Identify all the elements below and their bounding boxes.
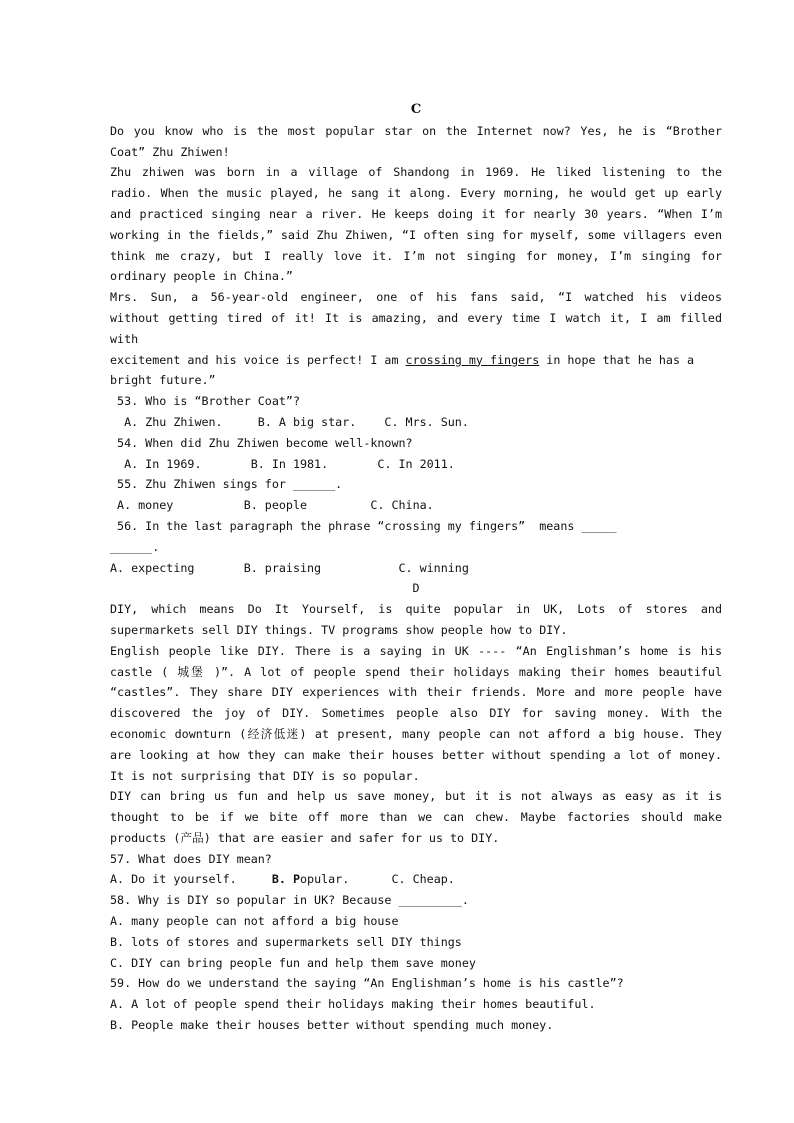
question-58: 58. Why is DIY so popular in UK? Because _________.: [110, 893, 469, 908]
question-56-continued: ______.: [110, 539, 160, 554]
option-b-rest: opular. C. Cheap.: [300, 872, 455, 887]
section-c-para2-line: radio. When the music played, he sang it along. Every morning, he would get up early: [110, 186, 722, 201]
section-c-para1-line: Do you know who is the most popular star on the Internet now? Yes, he is “Brother: [110, 123, 722, 138]
question-55: 55. Zhu Zhiwen sings for ______.: [110, 477, 343, 492]
document-page: [110, 100, 722, 1036]
section-d-para2-line: It is not surprising that DIY is so popular.: [110, 768, 420, 783]
question-56-options: A. expecting B. praising C. winning: [110, 560, 469, 575]
question-53-options: A. Zhu Zhiwen. B. A big star. C. Mrs. Sun.: [110, 414, 469, 429]
question-56: 56. In the last paragraph the phrase “crossing my fingers” means _____: [110, 518, 617, 533]
section-d-para3-line: products (产品) that are easier and safer for us to DIY.: [110, 830, 500, 845]
question-58-option-b: B. lots of stores and supermarkets sell DIY things: [110, 934, 462, 949]
section-d-para2-line: “castles”. They share DIY experiences with their friends. More and more people have: [110, 685, 722, 700]
question-54-options: A. In 1969. B. In 1981. C. In 2011.: [110, 456, 455, 471]
question-53: 53. Who is “Brother Coat”?: [110, 394, 300, 409]
para3-text-before: excitement and his voice is perfect! I am: [110, 352, 406, 367]
section-d-para2-line: discovered the joy of DIY. Sometimes people also DIY for saving money. With the: [110, 706, 722, 721]
section-c-para2-line: working in the fields,” said Zhu Zhiwen, “I often sing for myself, some villagers even: [110, 227, 722, 242]
section-c-para3-line: without getting tired of it! It is amazing, and every time I watch it, I am filled with: [110, 310, 722, 346]
section-c-title: C: [410, 102, 422, 117]
section-c-para2-line: Zhu zhiwen was born in a village of Shandong in 1969. He liked listening to the: [110, 165, 722, 180]
question-57: 57. What does DIY mean?: [110, 851, 272, 866]
section-d-para3-line: DIY can bring us fun and help us save money, but it is not always as easy as it is: [110, 789, 722, 804]
question-59-option-b: B. People make their houses better without spending much money.: [110, 1018, 554, 1033]
section-c-para2-line: and practiced singing near a river. He keeps doing it for nearly 30 years. “When I’m: [110, 206, 722, 221]
section-d-para2-line: economic downturn (经济低迷) at present, many people can not afford a big house. They: [110, 726, 722, 741]
option-b-bold: B. P: [271, 872, 300, 887]
section-d-para2-line: castle ( 城堡 )”. A lot of people spend their holidays making their homes beautiful: [110, 664, 722, 679]
section-c-para3-line: [110, 350, 722, 371]
section-c-para1-line: Coat” Zhu Zhiwen!: [110, 144, 230, 159]
section-c-para2-line: ordinary people in China.”: [110, 269, 293, 284]
section-d-para1-line: DIY, which means Do It Yourself, is quite popular in UK, Lots of stores and: [110, 602, 722, 617]
question-58-option-c: C. DIY can bring people fun and help them save money: [110, 955, 476, 970]
underlined-phrase: crossing my fingers: [405, 352, 540, 367]
option-a: A. Do it yourself.: [110, 872, 272, 887]
section-c-para2-line: think me crazy, but I really love it. I’m not singing for money, I’m singing for: [110, 248, 722, 263]
section-c-para3-line: bright future.”: [110, 373, 216, 388]
question-59-option-a: A. A lot of people spend their holidays making their homes beautiful.: [110, 997, 596, 1012]
section-d-para2-line: English people like DIY. There is a saying in UK ---- “An Englishman’s home is his: [110, 643, 722, 658]
question-59: 59. How do we understand the saying “An Englishman’s home is his castle”?: [110, 976, 624, 991]
section-d-title: D: [412, 581, 420, 596]
section-c-para3-line: Mrs. Sun, a 56-year-old engineer, one of his fans said, “I watched his videos: [110, 290, 722, 305]
question-55-options: A. money B. people C. China.: [110, 498, 434, 513]
question-54: 54. When did Zhu Zhiwen become well-known?: [110, 435, 413, 450]
section-d-para1-line: supermarkets sell DIY things. TV programs show people how to DIY.: [110, 622, 568, 637]
para3-text-after: in hope that he has a: [539, 352, 695, 367]
section-d-para2-line: are looking at how they can make their houses better without spending a lot of money.: [110, 747, 722, 762]
question-58-option-a: A. many people can not afford a big house: [110, 914, 399, 929]
section-d-para3-line: thought to be if we bite off more than we can chew. Maybe factories should make: [110, 810, 722, 825]
question-57-options: [110, 869, 722, 890]
